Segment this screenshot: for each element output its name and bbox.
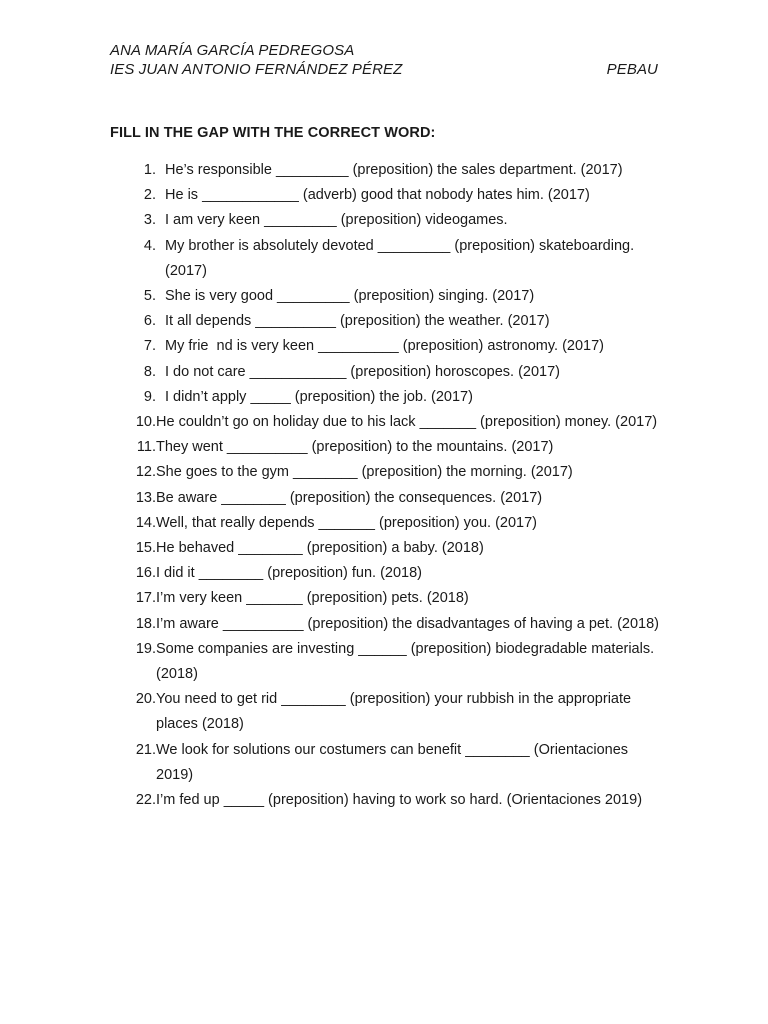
- exercise-item: [110, 410, 670, 435]
- exercise-item: [110, 586, 670, 611]
- item-number: 12.: [135, 464, 156, 481]
- item-number: 1.: [143, 162, 156, 178]
- item-number: 13.: [135, 489, 156, 506]
- exercise-item: [110, 360, 670, 385]
- exercise-item: [110, 208, 670, 233]
- item-number: 21.: [135, 741, 156, 758]
- item-text: You need to get rid ________ (preposition) your rubbish in the appropriate places (2018): [156, 691, 632, 733]
- item-number: 15.: [135, 540, 156, 557]
- document-header: [110, 41, 658, 79]
- exercise-item: [110, 561, 670, 586]
- item-text: It all depends __________ (preposition) the weather. (2017): [165, 313, 550, 330]
- header-line-school: [110, 60, 658, 79]
- item-text: He couldn’t go on holiday due to his lack _______ (preposition) money. (2017): [156, 414, 658, 431]
- item-number: 3.: [143, 212, 156, 229]
- item-text: Some companies are investing ______ (preposition) biodegradable materials. (2018): [156, 640, 655, 683]
- exercise-item: [110, 158, 670, 183]
- item-number: 10.: [135, 414, 156, 431]
- exercise-item: [110, 788, 670, 813]
- item-text: My frie nd is very keen __________ (preposition) astronomy. (2017): [165, 338, 604, 355]
- item-text: He behaved ________ (preposition) a baby. (2018): [156, 540, 484, 557]
- item-number: 22.: [135, 792, 156, 809]
- item-text: I’m very keen _______ (preposition) pets. (2018): [156, 590, 469, 607]
- item-text: Be aware ________ (preposition) the consequences. (2017): [156, 489, 543, 506]
- item-number: 16.: [135, 565, 156, 582]
- item-number: 6.: [143, 313, 156, 330]
- exercise-item: [110, 536, 670, 561]
- exercise-item: [110, 284, 670, 309]
- item-text: I did it ________ (preposition) fun. (2018): [156, 565, 423, 582]
- exercise-item: [110, 612, 670, 637]
- exercise-item: [110, 234, 670, 284]
- item-text: He’s responsible _________ (preposition) the sales department. (2017): [165, 162, 623, 178]
- school-name: IES JUAN ANTONIO FERNÁNDEZ PÉREZ: [110, 61, 403, 78]
- item-text: I’m fed up _____ (preposition) having to work so hard. (Orientaciones 2019): [156, 792, 643, 809]
- item-number: 5.: [143, 288, 156, 305]
- exercise-item: [110, 738, 670, 788]
- item-number: 18.: [135, 615, 156, 632]
- item-number: 4.: [143, 237, 156, 254]
- item-text: I am very keen _________ (preposition) videogames.: [165, 212, 508, 229]
- item-number: 9.: [143, 388, 156, 405]
- item-text: We look for solutions our costumers can benefit ________ (Orientaciones 2019): [156, 741, 629, 783]
- exercise-item: [110, 309, 670, 334]
- exercise-item: [110, 687, 670, 737]
- exercise-item: [110, 486, 670, 511]
- item-text: They went __________ (preposition) to the mountains. (2017): [156, 439, 554, 456]
- item-text: I’m aware __________ (preposition) the disadvantages of having a pet. (2018): [156, 615, 659, 632]
- exercise-item: [110, 183, 670, 208]
- item-text: Well, that really depends _______ (preposition) you. (2017): [156, 514, 537, 531]
- item-number: 17.: [135, 590, 156, 607]
- exercise-item: [110, 511, 670, 536]
- item-number: 2.: [143, 187, 156, 204]
- item-number: 19.: [135, 640, 156, 657]
- item-number: 7.: [143, 338, 156, 355]
- item-text: She goes to the gym ________ (preposition) the morning. (2017): [156, 464, 573, 481]
- item-text: I do not care ____________ (preposition) horoscopes. (2017): [165, 363, 560, 380]
- exercise-item: [110, 435, 670, 460]
- exercise-title: FILL IN THE GAP WITH THE CORRECT WORD:: [110, 125, 436, 141]
- exercise-item: [110, 460, 670, 485]
- item-text: He is ____________ (adverb) good that nobody hates him. (2017): [165, 187, 590, 204]
- exercise-item: [110, 637, 670, 687]
- exercise-list: [110, 158, 670, 813]
- item-number: 8.: [143, 363, 156, 380]
- item-text: My brother is absolutely devoted _________ (preposition) skateboarding. (2017): [165, 237, 635, 279]
- header-line-author: [110, 41, 658, 60]
- item-number: 11.: [136, 439, 156, 456]
- exam-name: PEBAU: [606, 61, 658, 78]
- author-name: ANA MARÍA GARCÍA PEDREGOSA: [110, 42, 355, 59]
- item-number: 20.: [135, 691, 156, 708]
- item-number: 14.: [135, 514, 156, 531]
- item-text: She is very good _________ (preposition) singing. (2017): [165, 288, 535, 305]
- item-text: I didn’t apply _____ (preposition) the job. (2017): [165, 388, 473, 405]
- exercise-item: [110, 334, 670, 359]
- exercise-item: [110, 385, 670, 410]
